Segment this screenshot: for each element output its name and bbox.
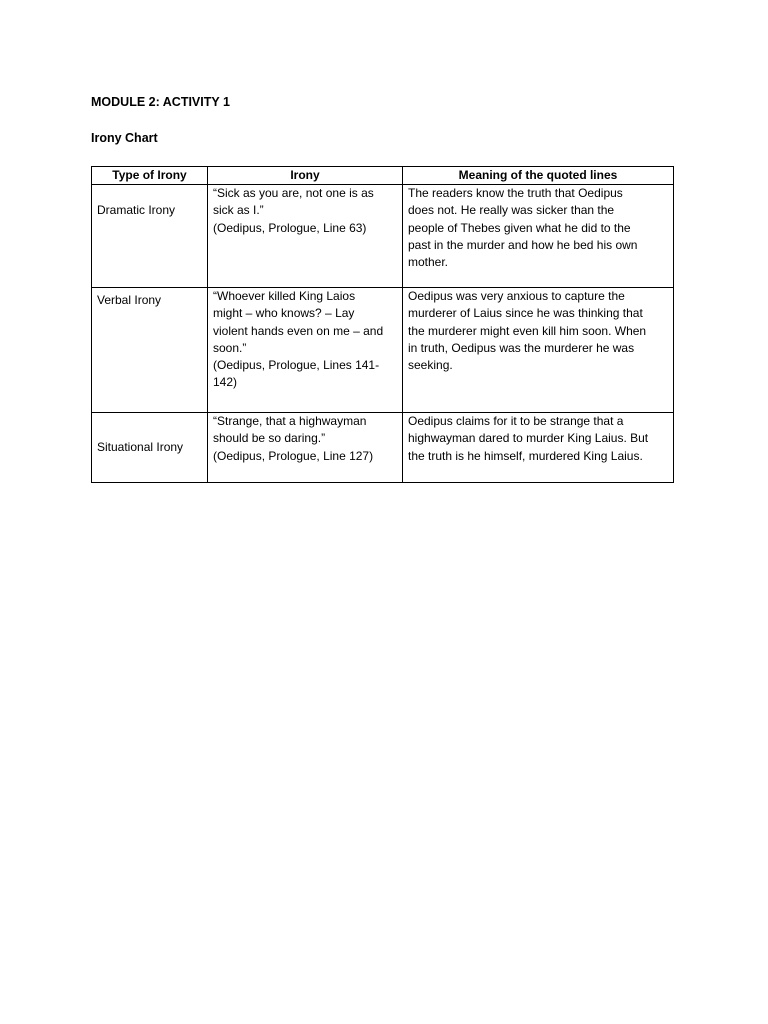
quote-citation: (Oedipus, Prologue, Line 127) <box>213 448 374 463</box>
meaning-line: murderer of Laius since he was thinking that <box>408 306 643 321</box>
header-irony: Irony <box>208 167 403 185</box>
quote-line: “Strange, that a highwayman <box>213 414 367 428</box>
irony-type-cell: Verbal Irony <box>92 288 208 413</box>
meaning-line: seeking. <box>408 358 453 373</box>
table-row <box>92 185 674 288</box>
irony-type-cell: Situational Irony <box>92 413 208 483</box>
meaning-cell <box>403 288 674 413</box>
meaning-line: does not. He really was sicker than the <box>408 203 615 218</box>
meaning-line: mother. <box>408 255 449 270</box>
irony-chart-table <box>91 166 674 483</box>
meaning-line: the truth is he himself, murdered King Laius. <box>408 448 643 463</box>
quote-line: should be so daring.” <box>213 431 326 446</box>
quote-line: soon.” <box>213 340 247 355</box>
meaning-line: people of Thebes given what he did to the <box>408 220 631 235</box>
quote-citation: (Oedipus, Prologue, Line 63) <box>213 220 367 235</box>
table-row <box>92 288 674 413</box>
table-row <box>92 413 674 483</box>
meaning-cell <box>403 413 674 483</box>
quote-line: sick as I.” <box>213 203 264 218</box>
meaning-line: The readers know the truth that Oedipus <box>408 186 623 200</box>
quote-cell <box>208 413 403 483</box>
meaning-line: Oedipus claims for it to be strange that a <box>408 414 624 428</box>
quote-line: “Whoever killed King Laios <box>213 289 356 303</box>
meaning-line: the murderer might even kill him soon. When <box>408 323 647 338</box>
quote-citation: 142) <box>213 375 238 390</box>
table-header-row <box>92 167 674 185</box>
meaning-line: past in the murder and how he bed his own <box>408 237 638 252</box>
header-type-of-irony: Type of Irony <box>92 167 208 185</box>
meaning-line: Oedipus was very anxious to capture the <box>408 289 625 303</box>
irony-type-cell: Dramatic Irony <box>92 185 208 288</box>
meaning-cell <box>403 185 674 288</box>
quote-line: “Sick as you are, not one is as <box>213 186 374 200</box>
quote-line: violent hands even on me – and <box>213 323 384 338</box>
quote-line: might – who knows? – Lay <box>213 306 355 321</box>
meaning-line: in truth, Oedipus was the murderer he was <box>408 340 635 355</box>
meaning-line: highwayman dared to murder King Laius. But <box>408 431 649 446</box>
quote-cell <box>208 288 403 413</box>
quote-citation: (Oedipus, Prologue, Lines 141- <box>213 358 380 373</box>
module-title: MODULE 2: ACTIVITY 1 <box>91 95 230 109</box>
chart-title: Irony Chart <box>91 131 158 145</box>
header-meaning: Meaning of the quoted lines <box>403 167 674 185</box>
quote-cell <box>208 185 403 288</box>
